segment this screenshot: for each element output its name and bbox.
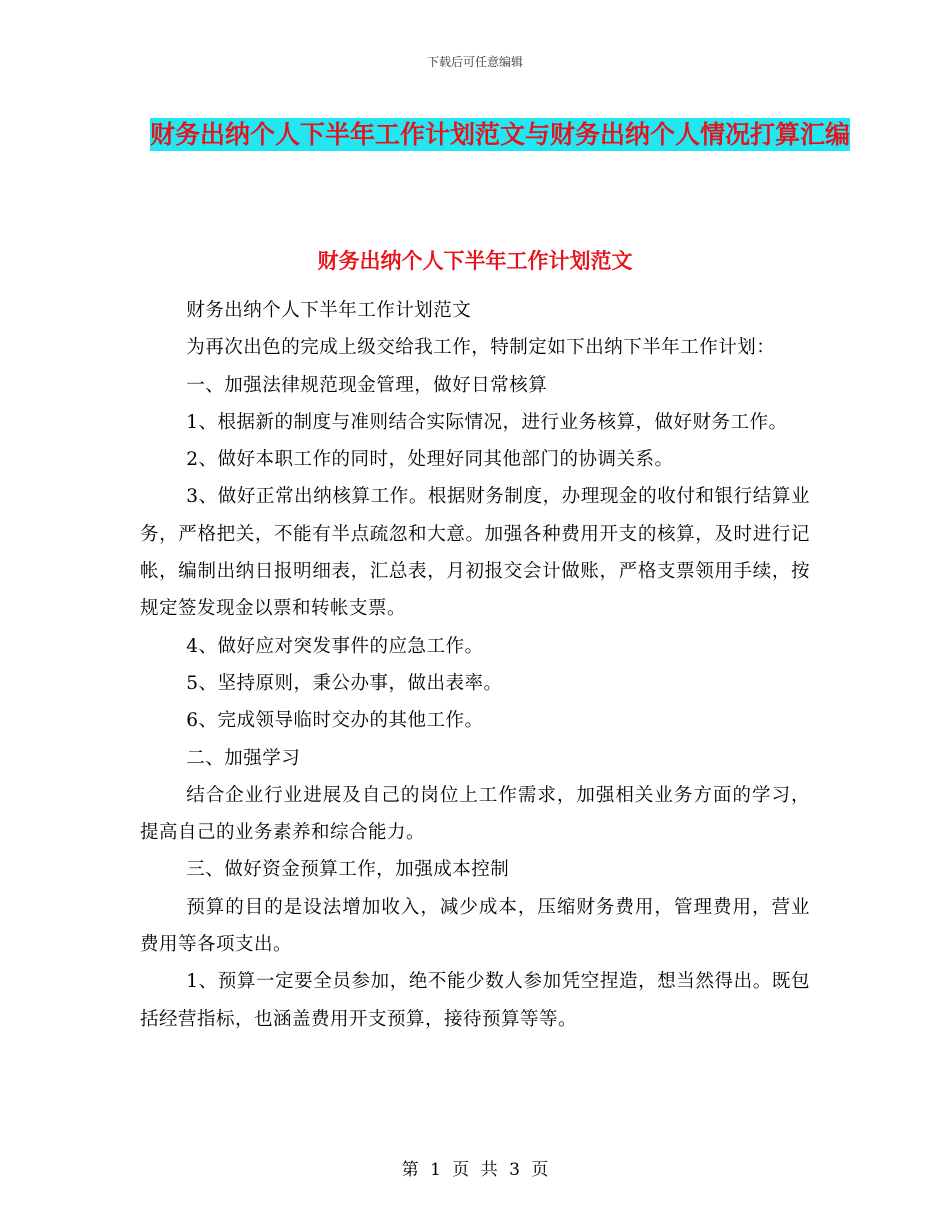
header-note: 下载后可任意编辑 [426, 55, 523, 69]
document-body [140, 292, 810, 1038]
document-title-text: 财务出纳个人下半年工作计划范文与财务出纳个人情况打算汇编 [149, 120, 850, 149]
paragraph: 结合企业行业进展及自己的岗位上工作需求，加强相关业务方面的学习，提高自己的业务素养和综合能力。 [140, 784, 810, 844]
paragraph: 三、做好资金预算工作，加强成本控制 [186, 859, 510, 881]
paragraph: 5、坚持原则，秉公办事，做出表率。 [186, 672, 503, 694]
paragraph: 1、预算一定要全员参加，绝不能少数人参加凭空捏造，想当然得出。既包括经营指标，也涵盖费用开支预算，接待预算等等。 [140, 971, 810, 1030]
paragraph: 一、加强法律规范现金管理，做好日常核算 [186, 374, 548, 396]
paragraph: 预算的目的是设法增加收入，减少成本，压缩财务费用，管理费用，营业费用等各项支出。 [140, 896, 810, 956]
paragraph: 3、做好正常出纳核算工作。根据财务制度，办理现金的收付和银行结算业务，严格把关，不能有半点疏忽和大意。加强各种费用开支的核算，及时进行记帐，编制出纳日报明细表，汇总表，月初报交会计做账，严格支票领用手续，按规定签发现金以票和转帐支票。 [140, 486, 810, 620]
paragraph: 1、根据新的制度与准则结合实际情况，进行业务核算，做好财务工作。 [186, 411, 788, 433]
document-title [140, 110, 860, 160]
section-title: 财务出纳个人下半年工作计划范文 [317, 249, 633, 273]
page-footer: 第 1 页 共 3 页 [401, 1160, 549, 1180]
paragraph: 为再次出色的完成上级交给我工作，特制定如下出纳下半年工作计划： [186, 337, 776, 359]
paragraph: 4、做好应对突发事件的应急工作。 [186, 635, 484, 657]
paragraph: 2、做好本职工作的同时，处理好同其他部门的协调关系。 [186, 449, 674, 471]
paragraph: 财务出纳个人下半年工作计划范文 [186, 300, 472, 321]
paragraph: 二、加强学习 [186, 747, 301, 769]
paragraph: 6、完成领导临时交办的其他工作。 [186, 710, 484, 732]
